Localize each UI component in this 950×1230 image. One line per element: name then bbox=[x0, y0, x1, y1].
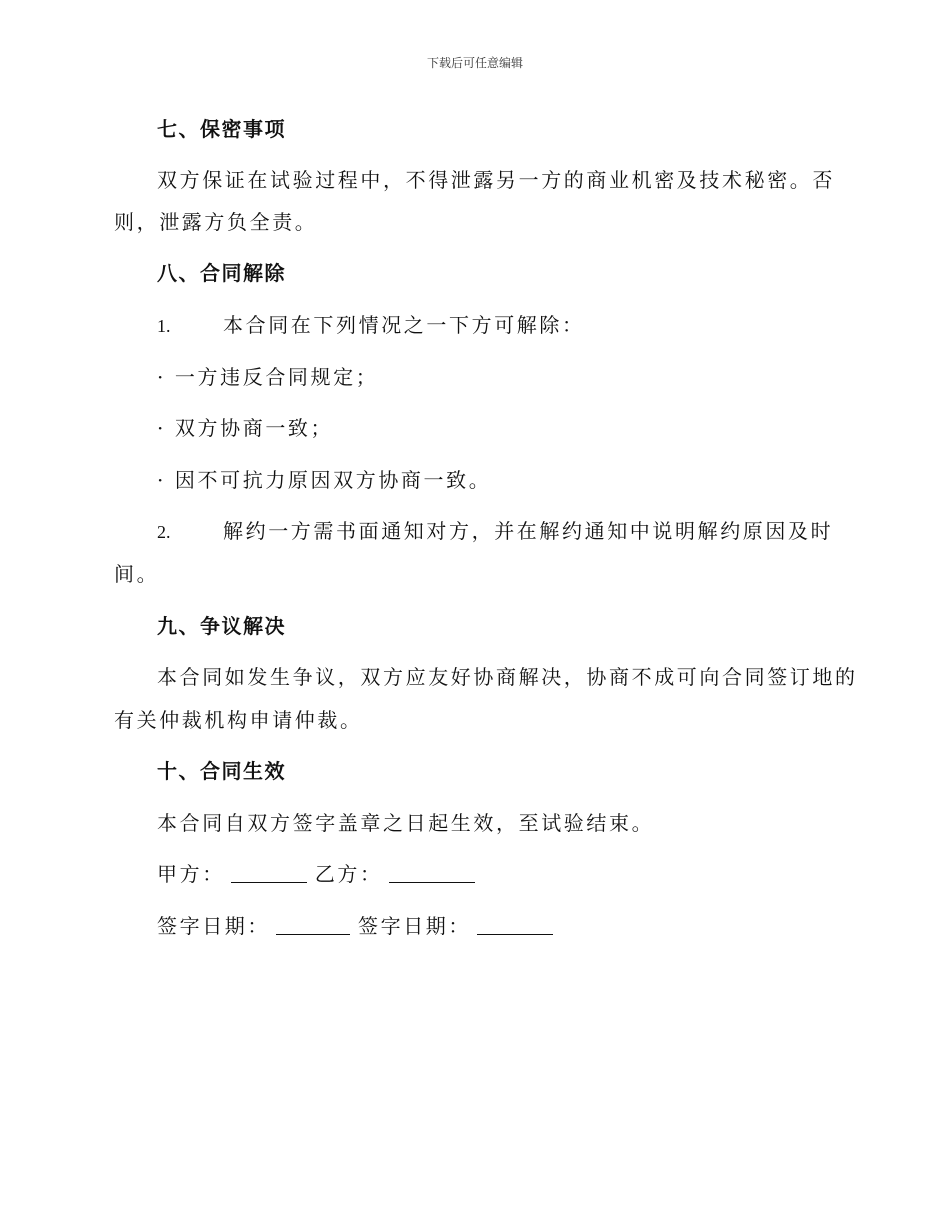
signature-party-row bbox=[157, 861, 483, 887]
effectiveness-paragraph: 本合同自双方签字盖章之日起生效，至试验结束。 bbox=[157, 811, 655, 835]
termination-item-2 bbox=[157, 518, 833, 545]
item-text: 解约一方需书面通知对方，并在解约通知中说明解约原因及时 bbox=[223, 519, 834, 543]
item-number: 2. bbox=[157, 522, 171, 542]
termination-item-2-continuation: 间。 bbox=[114, 562, 160, 586]
page-header: 下载后可任意编辑 bbox=[426, 56, 523, 70]
party-b-signature-field[interactable] bbox=[389, 862, 475, 883]
termination-bullet-1: · 一方违反合同规定； bbox=[157, 365, 379, 389]
party-b-label: 乙方： bbox=[314, 862, 383, 886]
section-heading-dispute-resolution: 九、争议解决 bbox=[157, 614, 286, 638]
confidentiality-paragraph-line-2: 则，泄露方负全责。 bbox=[114, 210, 318, 234]
section-heading-termination: 八、合同解除 bbox=[157, 261, 286, 285]
item-number: 1. bbox=[157, 316, 171, 336]
date-b-field[interactable] bbox=[477, 914, 553, 935]
termination-bullet-3: · 因不可抗力原因双方协商一致。 bbox=[157, 468, 492, 492]
termination-item-1 bbox=[157, 312, 585, 339]
dispute-paragraph-line-2: 有关仲裁机构申请仲裁。 bbox=[114, 708, 363, 732]
termination-bullet-2: · 双方协商一致； bbox=[157, 416, 334, 440]
party-a-signature-field[interactable] bbox=[231, 862, 307, 883]
confidentiality-paragraph-line-1: 双方保证在试验过程中，不得泄露另一方的商业机密及技术秘密。否 bbox=[157, 168, 835, 192]
item-text: 本合同在下列情况之一下方可解除： bbox=[223, 313, 585, 337]
dispute-paragraph-line-1: 本合同如发生争议，双方应友好协商解决，协商不成可向合同签订地的 bbox=[157, 665, 858, 689]
party-a-label: 甲方： bbox=[157, 862, 225, 886]
date-a-label: 签字日期： bbox=[157, 914, 270, 938]
signature-date-row bbox=[157, 913, 561, 939]
section-heading-confidentiality: 七、保密事项 bbox=[157, 117, 286, 141]
date-a-field[interactable] bbox=[276, 914, 350, 935]
section-heading-effectiveness: 十、合同生效 bbox=[157, 759, 286, 783]
date-b-label: 签字日期： bbox=[358, 914, 471, 938]
